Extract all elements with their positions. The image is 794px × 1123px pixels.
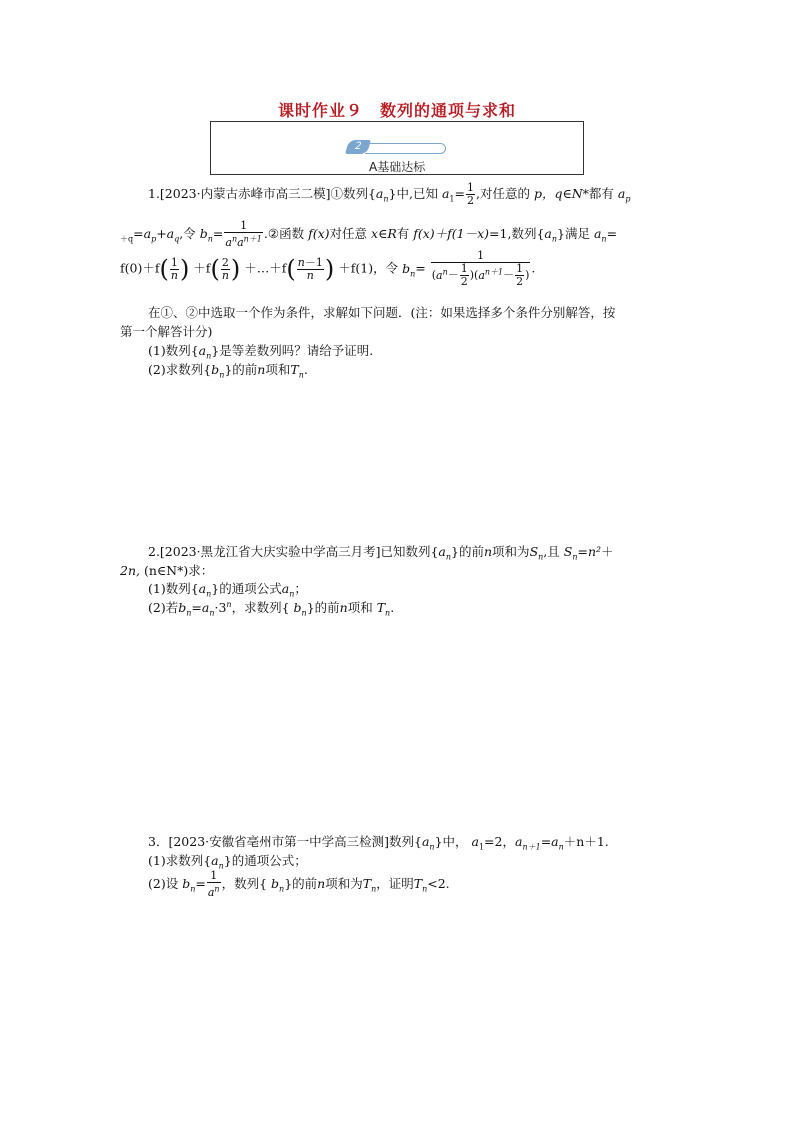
q1-text: 对任意 (329, 225, 368, 241)
q1-text: 1.[2023·内蒙古赤峰市高三二模]①数列{ (148, 186, 376, 201)
q1-text: 都有 (588, 186, 614, 201)
q3-text: }的通项公式； (223, 853, 307, 868)
q1-text: + (156, 225, 167, 241)
q1-text: }满足 (557, 225, 590, 241)
q1-text: ,令 (179, 225, 196, 241)
q2-text: }的前 (306, 600, 340, 615)
math-expr: p，q∈N* (533, 186, 589, 201)
q3-text: 项和为 (325, 875, 363, 891)
fraction: $\frac{1}{n}$ (170, 255, 178, 282)
q2-text: (1)数列{ (148, 581, 199, 596)
q2-text: ＋ (601, 544, 614, 559)
q2-text: }的前 (451, 544, 484, 559)
q1-text: (1)数列{ (148, 343, 199, 358)
q3-text: <2. (427, 875, 450, 891)
math-expr: f(x) (308, 225, 330, 241)
q1-text: 项和 (265, 362, 291, 377)
q2-text: ，求数列{ (231, 600, 290, 615)
math-expr: x∈R (371, 225, 397, 241)
q1-text: .②函数 (263, 225, 305, 241)
fraction: $\frac{1}{a^n}$ (207, 869, 220, 899)
q1-line-2: $_{+q}=a_p+a_q$,令 $b_n=$ $\frac{1}{a^na^{n+1}}$ .②函数 f(x)对任意 x∈R有 f(x)＋f(1－x)=1,数列$\{a_n\}$满足 $a_n=$ (120, 219, 618, 249)
q2-sub-2: (2)若$b_n=a_n\cdot 3^n$，求数列{ $b_n$}的前n项和 $T_n$. (148, 599, 395, 618)
q1-sub-2: (2)求数列$\{b_n\}$的前n项和$T_n$. (148, 362, 308, 380)
fraction: $\frac{2}{n}$ (221, 255, 229, 282)
badge-ribbon (365, 143, 446, 154)
q3-line-1: 3．[2023·安徽省亳州市第一中学高三检测]数列$\{a_n\}$中， $a_1=2$，$a_{n+1}=a_n+n+1$. (148, 834, 609, 852)
q3-text: (1)求数列{ (148, 853, 212, 868)
q1-text: = (212, 225, 224, 241)
q1-instruction-2: 第一个解答计分) (120, 324, 213, 339)
page-title: 课时作业９ 数列的通项与求和 (277, 101, 516, 120)
q2-text: = (577, 544, 588, 559)
q2-text: (2)若 (148, 600, 179, 615)
q2-text: = (191, 600, 202, 615)
q2-text: }的通项公式 (211, 581, 282, 596)
q2-text: ,且 (543, 544, 560, 559)
fraction: $\frac{1}{a^na^{n+1}}$ (225, 219, 262, 249)
q2-text: ·3 (214, 600, 227, 615)
q1-text: ＋…＋f (244, 260, 287, 276)
q3-text: =2， (484, 834, 515, 849)
q3-text: ，数列{ (221, 875, 268, 891)
q2-line-2 (120, 561, 213, 579)
q2-text: 项和 (347, 600, 373, 615)
q3-text: 3．[2023·安徽省亳州市第一中学高三检测]数列{ (148, 834, 422, 849)
q3-text: = (540, 834, 552, 849)
q1-text: }中,已知 (388, 186, 438, 201)
q3-text: ，证明 (376, 875, 414, 891)
q3-text: }中， (434, 834, 468, 849)
math-expr: n² (587, 544, 602, 559)
q3-sub-1: (1)求数列$\{a_n\}$的通项公式； (148, 853, 307, 871)
q3-sub-2: (2)设 $b_n=$ $\frac{1}{a^n}$ ，数列{ $b_n$}的前n项和为$T_n$，证明$T_n<2$. (148, 869, 450, 899)
q2-text: 项和为 (492, 544, 530, 559)
q1-line-3: f(0)＋f( $\frac{1}{n}$ ) ＋f( $\frac{2}{n}$ ) ＋…＋f( $\frac{n-1}{n}$ ) ＋f(1)，令 $b_n=$ 1 ($a^n-$ $\frac{1}{2}$ )($a^{n+1}-$ $\frac{1}{2}$ ) . (120, 249, 536, 288)
q1-text: . (303, 362, 308, 377)
math-expr: f(x)＋f(1－x) (413, 225, 490, 241)
q1-line-1: 1.[2023·内蒙古赤峰市高三二模]①数列$\{a_n\}$中,已知 $a_1=$ $\frac{1}{2}$ ,对任意的 p，q∈N*都有 $a_p$ (148, 181, 631, 207)
fraction: 1 ($a^n-$ $\frac{1}{2}$ )($a^{n+1}-$ $\frac{1}{2}$ ) (431, 249, 530, 288)
q2-text: 2n, (120, 563, 140, 578)
q1-text: =1,数列{ (489, 225, 545, 241)
q1-text: = (606, 225, 618, 241)
q2-text: 2.[2023·黑龙江省大庆实验中学高三月考]已知数列{ (148, 544, 439, 559)
fraction: $\frac{n-1}{n}$ (297, 255, 323, 282)
q1-text: f(0)＋f (120, 260, 160, 276)
q1-instruction-1: 在①、②中选取一个作为条件，求解如下问题．(注：如果选择多个条件分别解答，按 (148, 305, 616, 320)
q3-text: }的前 (284, 875, 318, 891)
q2-text: (n∈N*)求： (143, 563, 214, 578)
q1-text: ＋f(1)，令 (338, 260, 399, 276)
q2-sub-1: (1)数列$\{a_n\}$的通项公式$a_n$； (148, 581, 307, 599)
q1-text: = (454, 186, 465, 201)
q2-text: ； (294, 581, 307, 596)
q1-text: = (133, 225, 144, 241)
q3-text: = (195, 875, 206, 891)
q1-text: 有 (396, 225, 410, 241)
q1-text: ,对任意的 (475, 186, 530, 201)
q1-text: }的前 (224, 362, 258, 377)
q3-text: ＋n＋1. (563, 834, 609, 849)
q1-text: ＋f (193, 260, 211, 276)
q1-text: (2)求数列{ (148, 362, 212, 377)
fraction: $\frac{1}{2}$ (466, 181, 474, 207)
section-badge-icon: 2 (345, 140, 371, 154)
q2-line-1: 2.[2023·黑龙江省大庆实验中学高三月考]已知数列$\{a_n\}$的前n项和为$S_n$,且 $S_n=n^2+$ (148, 544, 614, 562)
q3-text: (2)设 (148, 875, 179, 891)
q1-text: }是等差数列吗？请给予证明. (211, 343, 374, 358)
section-banner (210, 121, 584, 175)
q1-sub-1: (1)数列$\{a_n\}$是等差数列吗？请给予证明. (148, 343, 374, 361)
section-label: A基础达标 (369, 160, 426, 174)
q1-text: = (415, 260, 426, 276)
